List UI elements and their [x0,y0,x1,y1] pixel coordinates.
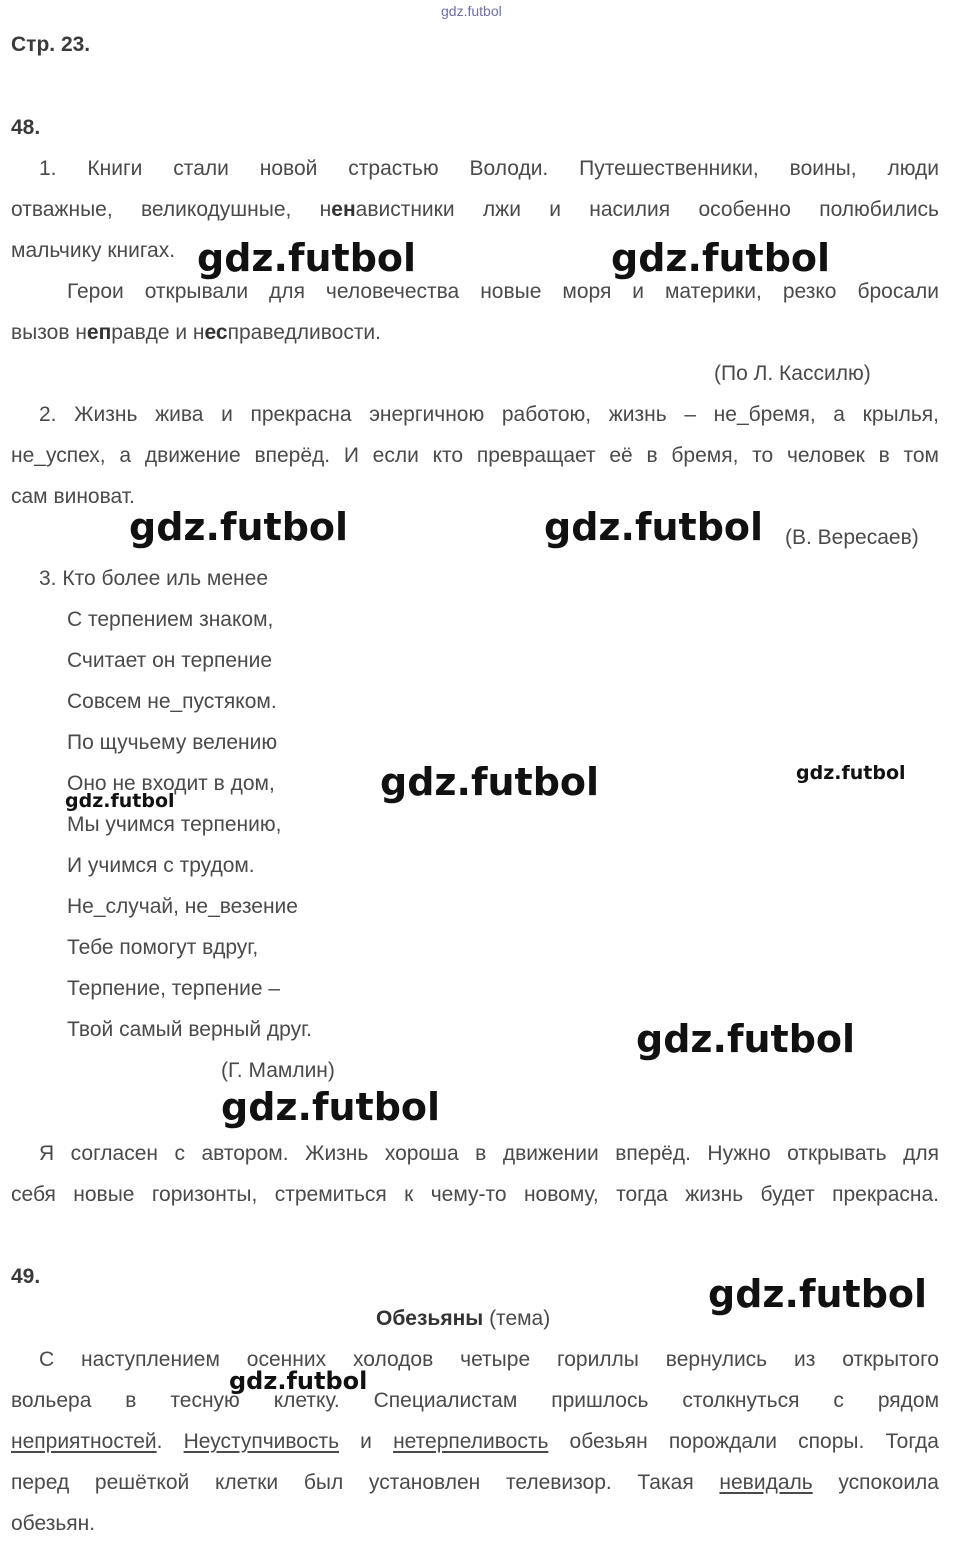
poem-line-11: Терпение, терпение – [67,977,281,1000]
poem-line-5: По щучьему велению [67,731,278,754]
ex49-title-word: Обезьяны [376,1307,484,1330]
ex48-p2-line2: не_успех, а движение вперёд. И если кто превращает её в бремя, то человек в том [11,444,939,467]
poem-source: (Г. Мамлин) [221,1059,335,1082]
ex49-line1: С наступлением осенних холодов четыре гориллы вернулись из открытого [39,1348,939,1371]
watermark-9: gdz.futbol [221,1085,441,1129]
watermark-3: gdz.futbol [129,505,349,549]
exercise-48-number: 48. [11,116,41,139]
watermark-11: gdz.futbol [229,1367,368,1395]
ex48-conclusion-line1: Я согласен с автором. Жизнь хороша в движении вперёд. Нужно открывать для [39,1142,939,1165]
page-label: Стр. 23. [11,33,91,56]
ex48-p1-line5: вызов неправде и несправедливости. [11,321,381,344]
ex49-line5: обезьян. [11,1512,96,1535]
exercise-49-number: 49. [11,1265,41,1288]
poem-line-2: С терпением знаком, [67,608,274,631]
ex49-line3: неприятностей. Неуступчивость и нетерпеливость обезьян порождали споры. Тогда [11,1430,939,1453]
watermark-4: gdz.futbol [544,505,764,549]
ex48-p1-line1: 1. Книги стали новой страстью Володи. Путешественники, воины, люди [39,157,939,180]
ex48-p1-source: (По Л. Кассилю) [714,362,871,385]
ex49-line4: перед решёткой клетки был установлен телевизор. Такая невидаль успокоила [11,1471,939,1494]
watermark-5: gdz.futbol [380,760,600,804]
ex49-line2: вольера в тесную клетку. Специалистам пришлось столкнуться с рядом [11,1389,939,1412]
ex48-p1-line2: отважные, великодушные, ненавистники лжи и насилия особенно полюбились [11,198,939,221]
poem-line-10: Тебе помогут вдруг, [67,936,259,959]
ex48-p2-line1: 2. Жизнь жива и прекрасна энергичною работою, жизнь – не_бремя, а крылья, [39,403,939,426]
ex48-p2-source: (В. Вересаев) [785,526,919,549]
poem-line-7: Мы учимся терпению, [67,813,282,836]
watermark-6: gdz.futbol [796,762,906,784]
ex48-p2-line3: сам виноват. [11,485,135,508]
poem-line-3: Считает он терпение [67,649,273,672]
watermark-10: gdz.futbol [708,1272,928,1316]
ex49-title-note: (тема) [489,1307,551,1330]
ex48-p1-line3: мальчику книгах. [11,239,176,262]
poem-line-8: И учимся с трудом. [67,854,255,877]
poem-line-12: Твой самый верный друг. [67,1018,313,1041]
watermark-1: gdz.futbol [197,236,417,280]
watermark-8: gdz.futbol [636,1017,856,1061]
poem-line-1: 3. Кто более иль менее [39,567,269,590]
watermark-2: gdz.futbol [611,236,831,280]
poem-line-9: Не_случай, не_везение [67,895,298,918]
ex49-title [376,1306,550,1332]
poem-line-4: Совсем не_пустяком. [67,690,277,713]
top-watermark: gdz.futbol [441,3,502,19]
poem-line-6: Оно не входит в дом, [67,772,275,795]
watermark-7: gdz.futbol [65,790,175,812]
ex48-conclusion-line2: себя новые горизонты, стремиться к чему-то новому, тогда жизнь будет прекрасна. [11,1183,939,1206]
ex48-p1-line4: Герои открывали для человечества новые моря и материки, резко бросали [67,280,939,303]
